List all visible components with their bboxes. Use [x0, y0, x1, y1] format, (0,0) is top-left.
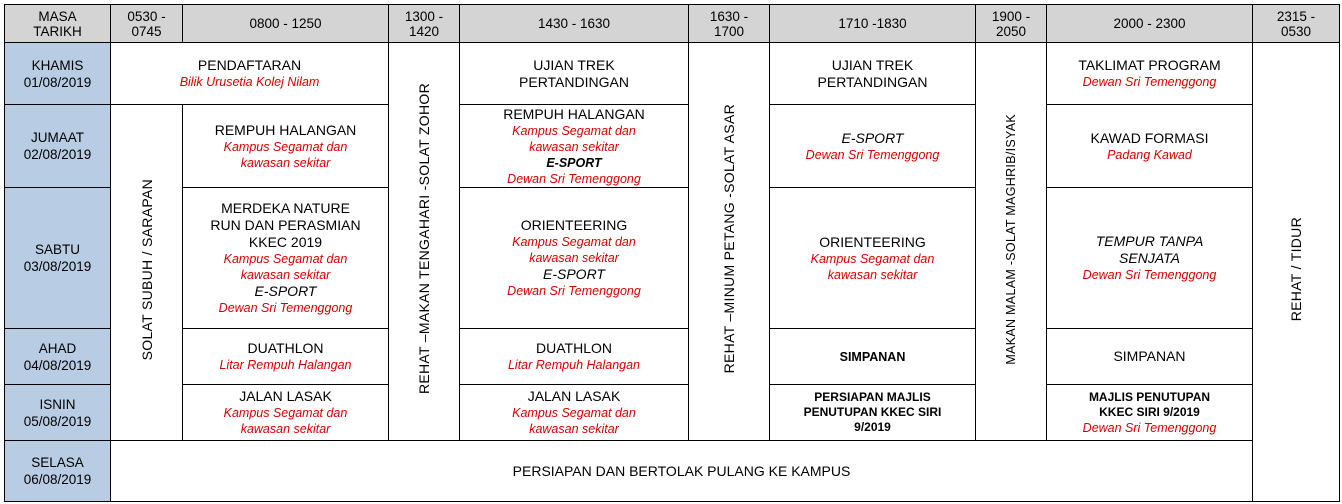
- header-slot-1900: [976, 5, 1047, 43]
- header-tarikh: TARIKH: [33, 23, 82, 39]
- header-slot-1630: [689, 5, 770, 43]
- vertical-label-subuh: SOLAT SUBUH / SARAPAN: [138, 179, 155, 361]
- cell-isnin-persiapan-majlis: [770, 385, 976, 441]
- day-date: 05/08/2019: [23, 413, 92, 429]
- activity-location-line2: kawasan sekitar: [240, 268, 331, 282]
- activity-location-line2: kawasan sekitar: [827, 267, 918, 282]
- activity-location: Dewan Sri Temenggong: [1082, 268, 1217, 282]
- activity-title-line2: PERTANDINGAN: [519, 73, 629, 90]
- activity-location: Litar Rempuh Halangan: [507, 358, 641, 372]
- day-name: AHAD: [38, 340, 77, 356]
- header-slot-2315-start: 2315 -: [1276, 8, 1316, 24]
- day-name: KHAMIS: [31, 57, 84, 73]
- day-date: 02/08/2019: [23, 147, 92, 162]
- activity-title: E-SPORT: [841, 129, 904, 146]
- header-slot-2315-end: 0530: [1280, 23, 1312, 39]
- header-masa: MASA: [38, 8, 77, 24]
- activity-title: UJIAN TREK: [533, 56, 615, 73]
- header-slot-2315: [1253, 5, 1340, 43]
- header-slot-1630-end: 1700: [713, 23, 745, 39]
- row-sabtu: [5, 188, 1340, 329]
- vertical-label-asar: REHAT –MINUM PETANG -SOLAT ASAR: [721, 104, 737, 374]
- row-isnin: [5, 385, 1340, 441]
- cell-zohor-break: [389, 43, 460, 441]
- activity-title: JALAN LASAK: [527, 388, 621, 404]
- activity-location: Kampus Segamat dan: [512, 406, 636, 420]
- activity-title: SIMPANAN: [839, 349, 906, 364]
- day-cell-khamis: [5, 43, 111, 105]
- row-ahad: [5, 329, 1340, 385]
- cell-ahad-duathlon-2: [460, 329, 689, 385]
- row-jumaat: [5, 105, 1340, 188]
- activity-location-line2: kawasan sekitar: [529, 139, 619, 154]
- header-slot-1710: 1710 -1830: [770, 5, 976, 43]
- activity-title: PENDAFTARAN: [197, 57, 302, 73]
- header-masa-tarikh: [5, 5, 111, 43]
- header-slot-1900-start: 1900 -: [991, 8, 1031, 24]
- day-cell-jumaat: [5, 105, 111, 188]
- activity-title-line2: PENUTUPAN KKEC SIRI: [803, 405, 942, 419]
- header-slot-0530: [111, 5, 183, 43]
- activity-location: Litar Rempuh Halangan: [219, 358, 352, 372]
- day-date: 04/08/2019: [23, 357, 92, 373]
- activity-location-line2: kawasan sekitar: [529, 422, 619, 436]
- header-slot-0800: 0800 - 1250: [183, 5, 389, 43]
- activity-title-line2: KKEC SIRI 9/2019: [1099, 404, 1200, 419]
- header-slot-1300-end: 1420: [408, 23, 440, 39]
- activity-location-line2: kawasan sekitar: [240, 422, 331, 436]
- vertical-label-maghrib: MAKAN MALAM -SOLAT MAGHRIB/ISYAK: [1004, 113, 1018, 365]
- activity-location-secondary: Dewan Sri Temenggong: [507, 171, 641, 186]
- cell-jumaat-rempuh-2: [460, 105, 689, 188]
- activity-title: UJIAN TREK: [831, 56, 914, 73]
- activity-location-line2: kawasan sekitar: [529, 251, 619, 265]
- day-cell-sabtu: [5, 188, 111, 329]
- day-name: ISNIN: [39, 396, 76, 412]
- activity-location: Dewan Sri Temenggong: [805, 147, 940, 162]
- activity-location: Kampus Segamat dan: [512, 235, 636, 249]
- activity-title-line3: KKEC 2019: [248, 234, 323, 250]
- header-slot-2000: 2000 - 2300: [1047, 5, 1253, 43]
- activity-title: DUATHLON: [536, 340, 612, 356]
- activity-title: TAKLIMAT PROGRAM: [1078, 57, 1221, 73]
- vertical-label-tidur: REHAT / TIDUR: [1288, 217, 1304, 322]
- activity-title-line2: SENJATA: [1119, 250, 1180, 266]
- activity-title-line2: RUN DAN PERASMIAN: [210, 217, 361, 233]
- cell-khamis-ujian-1: [460, 43, 689, 105]
- cell-ahad-simpanan-1: [770, 329, 976, 385]
- cell-maghrib-break: [976, 43, 1047, 441]
- activity-title: KAWAD FORMASI: [1090, 129, 1209, 146]
- activity-location: Kampus Segamat dan: [223, 139, 348, 154]
- activity-title: REMPUH HALANGAN: [214, 121, 357, 138]
- row-khamis: [5, 43, 1340, 105]
- activity-title: TEMPUR TANPA: [1095, 233, 1204, 249]
- activity-title: JALAN LASAK: [239, 388, 332, 404]
- header-slot-0530-start: 0530 -: [127, 8, 166, 24]
- vertical-label-zohor: REHAT –MAKAN TENGAHARI -SOLAT ZOHOR: [416, 83, 432, 395]
- cell-ahad-duathlon-1: [183, 329, 389, 385]
- activity-title: ORIENTEERING: [819, 233, 926, 250]
- day-cell-ahad: [5, 329, 111, 385]
- activity-title: DUATHLON: [247, 340, 324, 356]
- cell-isnin-jalan-lasak-1: [183, 385, 389, 441]
- activity-location: Kampus Segamat dan: [512, 123, 636, 138]
- header-slot-1300-start: 1300 -: [404, 8, 444, 24]
- activity-title-line2: PERTANDINGAN: [817, 73, 928, 90]
- day-name: SABTU: [34, 242, 80, 257]
- cell-sabtu-orienteering-1: [460, 188, 689, 329]
- cell-sabtu-orienteering-2: [770, 188, 976, 329]
- activity-title-secondary: E-SPORT: [546, 155, 602, 170]
- cell-isnin-jalan-lasak-2: [460, 385, 689, 441]
- activity-title-line3: 9/2019: [854, 420, 891, 434]
- activity-location-secondary: Dewan Sri Temenggong: [507, 284, 641, 298]
- activity-location: Bilik Urusetia Kolej Nilam: [179, 75, 320, 89]
- header-row: [5, 5, 1340, 43]
- day-name: JUMAAT: [31, 130, 84, 145]
- activity-location: Dewan Sri Temenggong: [1082, 420, 1217, 435]
- row-selasa: [5, 441, 1340, 502]
- header-slot-1900-end: 2050: [995, 23, 1027, 39]
- cell-subuh-break: [111, 105, 183, 441]
- activity-title-secondary: E-SPORT: [254, 283, 317, 299]
- cell-selasa-persiapan-pulang: PERSIAPAN DAN BERTOLAK PULANG KE KAMPUS: [111, 441, 1253, 502]
- cell-jumaat-rempuh-1: [183, 105, 389, 188]
- activity-location: Kampus Segamat dan: [810, 251, 935, 266]
- activity-title: REMPUH HALANGAN: [503, 105, 645, 122]
- activity-title: SIMPANAN: [1113, 348, 1186, 364]
- header-slot-1430: 1430 - 1630: [460, 5, 689, 43]
- activity-location: Dewan Sri Temenggong: [1082, 75, 1217, 89]
- cell-jumaat-esport: [770, 105, 976, 188]
- day-date: 06/08/2019: [23, 472, 92, 487]
- day-name: SELASA: [31, 455, 84, 470]
- day-cell-selasa: [5, 441, 111, 502]
- cell-sabtu-merdeka-run: [183, 188, 389, 329]
- day-cell-isnin: [5, 385, 111, 441]
- cell-jumaat-kawad: [1047, 105, 1253, 188]
- activity-location: Padang Kawad: [1107, 147, 1192, 162]
- cell-ahad-simpanan-2: [1047, 329, 1253, 385]
- cell-khamis-ujian-2: [770, 43, 976, 105]
- activity-location: Kampus Segamat dan: [223, 406, 348, 420]
- cell-khamis-pendaftaran: [111, 43, 389, 105]
- activity-title: PERSIAPAN MAJLIS: [814, 390, 931, 404]
- cell-khamis-taklimat: [1047, 43, 1253, 105]
- schedule-table: [4, 4, 1340, 502]
- cell-sabtu-tempur: [1047, 188, 1253, 329]
- activity-title-secondary: E-SPORT: [543, 266, 605, 282]
- cell-asar-break: [689, 43, 770, 441]
- activity-title: MAJLIS PENUTUPAN: [1088, 389, 1211, 404]
- activity-title: MERDEKA NATURE: [221, 200, 350, 216]
- activity-location-line2: kawasan sekitar: [240, 155, 331, 170]
- cell-rehat-tidur: [1253, 43, 1340, 502]
- activity-location-secondary: Dewan Sri Temenggong: [218, 301, 353, 315]
- cell-isnin-majlis-penutupan: [1047, 385, 1253, 441]
- header-slot-1630-start: 1630 -: [709, 8, 749, 24]
- activity-location: Kampus Segamat dan: [223, 252, 348, 266]
- header-slot-1300: [389, 5, 460, 43]
- day-date: 03/08/2019: [23, 259, 92, 274]
- header-slot-0530-end: 0745: [131, 23, 162, 39]
- day-date: 01/08/2019: [23, 74, 92, 90]
- activity-title: ORIENTEERING: [520, 217, 628, 233]
